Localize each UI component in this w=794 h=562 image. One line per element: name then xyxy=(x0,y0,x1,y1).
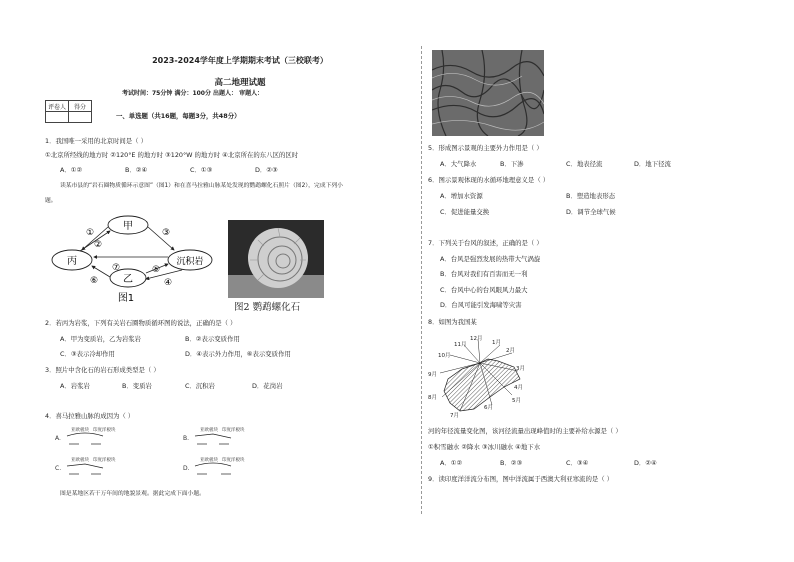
reading-intro-1: 读某市县的“岩石圈物质循环示意图”（图1）和在喜马拉雅山脉某处发现的鹦鹉螺化石照片（图2），完成下列小 xyxy=(60,183,343,189)
question-3-choice-d: D．花岗岩 xyxy=(252,382,283,390)
question-1-choice-b: B．②④ xyxy=(125,166,148,174)
question-4: 4．喜马拉雅山脉的成因为（ ） xyxy=(45,412,135,420)
score-table xyxy=(45,100,92,123)
plate-c-name-1: 亚欧板块 xyxy=(71,458,89,463)
month-label-7: 7月 xyxy=(450,413,459,419)
question-7-choice-d: D．台风可能引发海啸等灾害 xyxy=(440,301,522,309)
arrow-label-3: ③ xyxy=(162,228,171,238)
question-8-sources: ①积雪融水 ②降水 ③冰川融水 ④地下水 xyxy=(428,443,541,451)
question-9: 9．读印度洋洋流分布图，图中洋流属于西澳大利亚寒流的是（ ） xyxy=(428,475,614,483)
question-6-choice-b: B．塑造地表形态 xyxy=(566,192,616,200)
node-jia-label: 甲 xyxy=(123,221,133,232)
arrow-label-1: ① xyxy=(86,228,95,238)
month-label-4: 4月 xyxy=(514,385,523,391)
arrow-label-5: ⑤ xyxy=(152,265,161,275)
month-label-10: 10月 xyxy=(438,353,451,359)
month-label-8: 8月 xyxy=(428,395,437,401)
plate-a-label: A. xyxy=(55,435,61,442)
question-5-choice-b: B．下渗 xyxy=(500,160,524,168)
question-1-choice-c: C．①③ xyxy=(190,166,213,174)
plate-b-name-1: 亚欧板块 xyxy=(200,428,218,433)
question-2-choice-c: C．③表示冷却作用 xyxy=(60,350,115,358)
question-7: 7．下列关于台风的叙述，正确的是（ ） xyxy=(428,239,543,247)
figure-1-caption: 图1 xyxy=(117,293,135,303)
question-8-choice-b: B．②③ xyxy=(500,459,523,467)
question-7-choice-b: B．台风对我们有百害而无一利 xyxy=(440,270,528,278)
question-1-choice-d: D．②③ xyxy=(255,166,278,174)
question-8: 8．如图为我国某 xyxy=(428,318,477,326)
plate-d-label: D. xyxy=(183,465,190,472)
plate-a-name-1: 亚欧板块 xyxy=(71,428,89,433)
question-2-choice-d: D．④表示外力作用，⑥表示变质作用 xyxy=(185,350,291,358)
reading-intro-2: 图是某地区若干万年间的地貌景观。据此完成下面小题。 xyxy=(60,491,205,497)
question-1-options: ①北京所经线的地方时 ②120°E 的地方时 ③120°W 的地方时 ④北京所在的东八区的区时 xyxy=(45,151,299,159)
month-label-12: 12月 xyxy=(470,336,483,342)
question-1: 1．我国唯一采用的北京时间是（ ） xyxy=(45,137,147,145)
question-5-choice-d: D．地下径流 xyxy=(634,160,671,168)
ammonite-fossil-photo xyxy=(228,220,324,298)
question-5-choice-a: A．大气降水 xyxy=(440,160,477,168)
question-5-choice-c: C．地表径流 xyxy=(566,160,603,168)
question-3-choice-b: B．变质岩 xyxy=(122,382,152,390)
question-3-choice-a: A．岩浆岩 xyxy=(60,382,90,390)
question-6-choice-d: D．调节全球气候 xyxy=(566,208,616,216)
arrow-label-2: ② xyxy=(94,240,103,250)
month-label-2: 2月 xyxy=(506,348,515,354)
section-heading: 一、单选题（共16题，每题3分，共48分） xyxy=(116,112,241,120)
question-7-choice-c: C．台风中心的台风眼风力最大 xyxy=(440,286,528,294)
plate-b-label: B. xyxy=(183,435,190,442)
month-label-5: 5月 xyxy=(512,398,521,404)
score-cell-score xyxy=(69,112,92,123)
question-5: 5．形成图示景观的主要外力作用是（ ） xyxy=(428,144,543,152)
question-3: 3．照片中含化石的岩石形成类型是（ ） xyxy=(45,366,160,374)
landform-photo xyxy=(432,50,544,136)
score-table-label-grader: 评卷人 xyxy=(46,101,69,112)
question-2-choice-a: A．甲为变质岩，乙为岩浆岩 xyxy=(60,335,142,343)
question-8-choice-c: C．③④ xyxy=(566,459,589,467)
figure-2-caption: 图2 鹦鹉螺化石 xyxy=(234,302,301,313)
rock-cycle-diagram xyxy=(40,213,225,303)
exam-info: 考试时间：75分钟 满分：100分 出题人： 审题人： xyxy=(122,90,264,97)
plate-c-label: C. xyxy=(55,465,62,472)
runoff-radar-chart xyxy=(428,335,530,419)
question-8-continued: 河的年径流量变化图，该河径流量出现峰值时的主要补给水源是（ ） xyxy=(428,427,622,435)
plate-d-name-1: 亚欧板块 xyxy=(200,458,218,463)
question-1-choice-a: A．①② xyxy=(60,166,83,174)
node-yi-label: 乙 xyxy=(123,274,133,285)
month-label-9: 9月 xyxy=(428,372,437,378)
month-label-6: 6月 xyxy=(484,405,493,411)
question-2-choice-b: B．②表示变质作用 xyxy=(185,335,240,343)
arrow-label-6: ⑥ xyxy=(90,276,99,286)
question-6-choice-c: C．促进能量交换 xyxy=(440,208,490,216)
plate-diagram-options xyxy=(55,424,255,482)
arrow-label-7: ⑦ xyxy=(112,263,121,273)
plate-a-name-2: 印度洋板块 xyxy=(93,428,116,433)
plate-b-name-2: 印度洋板块 xyxy=(222,428,245,433)
month-label-3: 3月 xyxy=(516,366,525,372)
score-table-label-score: 得分 xyxy=(69,101,92,112)
runoff-area xyxy=(444,359,520,411)
question-6-choice-a: A．增加水资源 xyxy=(440,192,483,200)
question-3-choice-c: C．沉积岩 xyxy=(185,382,216,390)
question-6: 6．图示景观体现的水循环地理意义是（ ） xyxy=(428,176,550,184)
question-2: 2．若丙为岩浆，下列有关岩石圈物质循环图的说法，正确的是（ ） xyxy=(45,319,237,327)
plate-d-name-2: 印度洋板块 xyxy=(222,458,245,463)
month-label-11: 11月 xyxy=(454,342,467,348)
node-sediment-label: 沉积岩 xyxy=(176,257,204,267)
plate-c-name-2: 印度洋板块 xyxy=(93,458,116,463)
node-bing-label: 丙 xyxy=(67,256,77,267)
score-cell-grader xyxy=(46,112,69,123)
reading-intro-1b: 题。 xyxy=(45,198,57,204)
exam-subtitle: 高二地理试题 xyxy=(214,78,266,88)
month-label-1: 1月 xyxy=(492,340,501,346)
question-8-choice-a: A．①② xyxy=(440,459,463,467)
question-7-choice-a: A．台风是强烈发展的热带大气涡旋 xyxy=(440,255,541,263)
arrow-label-4: ④ xyxy=(164,278,173,288)
question-8-choice-d: D．②④ xyxy=(634,459,657,467)
exam-title: 2023-2024学年度上学期期末考试（三校联考） xyxy=(152,56,328,65)
column-divider xyxy=(421,46,422,514)
